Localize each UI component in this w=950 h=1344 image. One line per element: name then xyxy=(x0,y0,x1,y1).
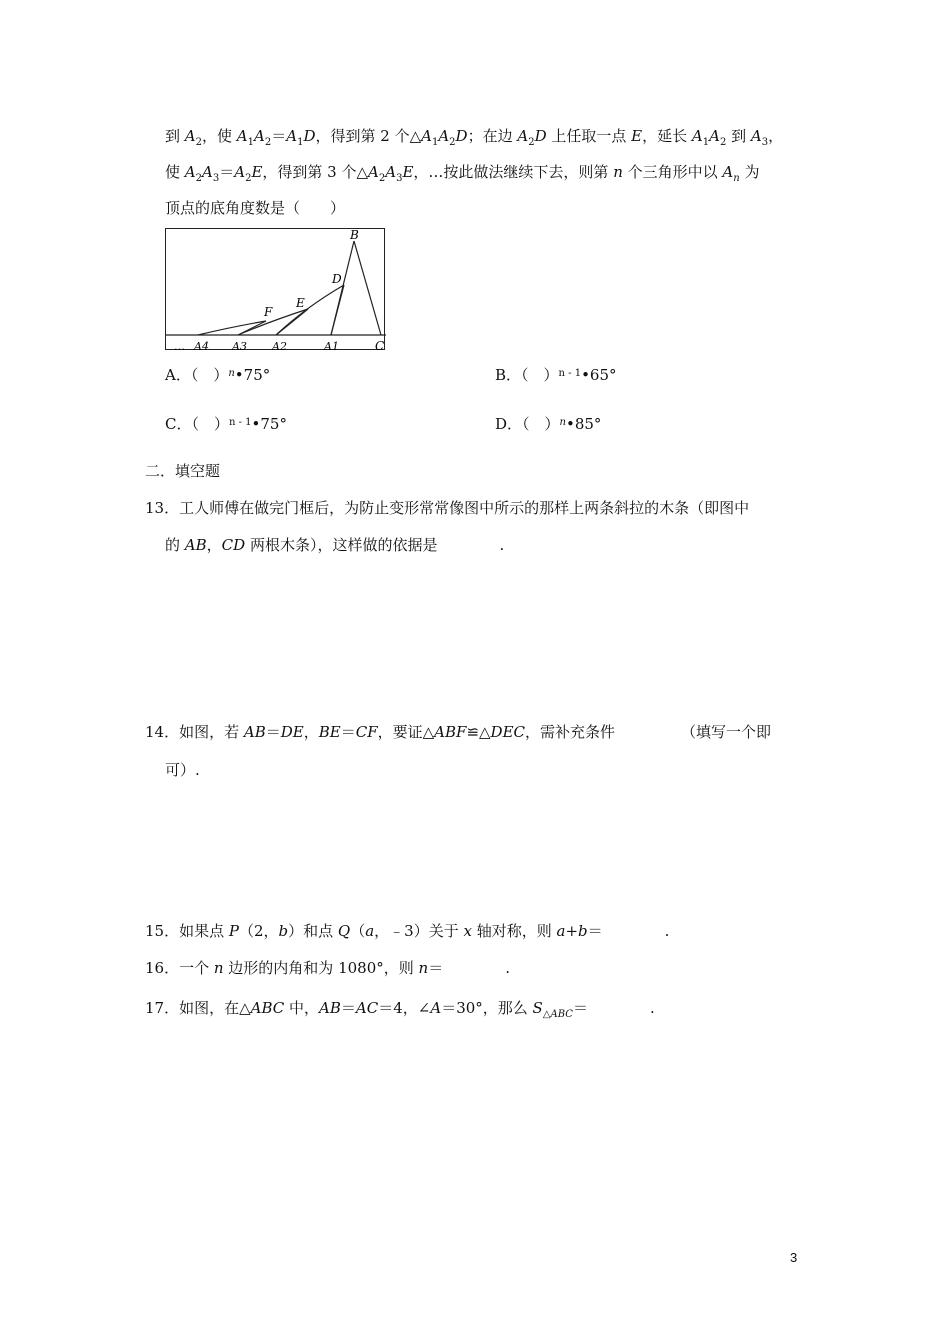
label-A1: A1 xyxy=(324,340,339,351)
label-A2: A2 xyxy=(272,340,287,351)
q12-line-3: 顶点的底角度数是（ ） xyxy=(165,199,346,217)
segment-A1D xyxy=(331,285,344,335)
q15-line: 15．如果点 P（2，b）和点 Q（a，﹣3）关于 x 轴对称，则 a+b＝ . xyxy=(145,922,670,940)
option-b: B．（ ）$^{n - 1}$•65° xyxy=(495,366,617,384)
segment-DA2 xyxy=(276,285,344,335)
option-d: D．（ ）$^n$•85° xyxy=(495,415,602,433)
label-A4: A4 xyxy=(194,340,209,351)
q14-line-2: 可）. xyxy=(165,761,200,779)
label-dots: … xyxy=(174,340,185,351)
label-B: B xyxy=(350,229,359,242)
section-title: 二．填空题 xyxy=(145,462,221,480)
q12-line-2: 使 $A_2A_3=A_2E$，得到第 3 个$\triangle A_2A_3E$，…按此做法继续下去，则第 n 个三角形中以 $A_n$ 为 xyxy=(165,163,760,184)
label-C: C xyxy=(375,339,385,351)
q13-line-2: 的 AB，CD 两根木条），这样做的依据是 . xyxy=(165,536,505,554)
q14-line-1: 14．如图，若 AB＝DE，BE＝CF，要证△ABF≌△DEC，需补充条件 （填写一个即 xyxy=(145,723,772,741)
label-D: D xyxy=(332,272,342,286)
label-F: F xyxy=(264,305,273,319)
page-number: 3 xyxy=(790,1250,798,1265)
triangle-sequence-figure xyxy=(165,228,385,350)
q13-line-1: 13．工人师傅在做完门框后，为防止变形常常像图中所示的那样上两条斜拉的木条（即图中 xyxy=(145,499,750,517)
option-a: A．（ ）$^n$•75° xyxy=(165,366,271,384)
segment-A2E xyxy=(276,309,308,335)
q12-line-1: 到 $A_2$，使 $A_1A_2=A_1D$，得到第 2 个$\triangle A_1A_2D$；在边 $A_2D$ 上任取一点 E，延长 $A_1A_2$ 到 $A_3$， xyxy=(165,127,784,148)
q17-line: 17．如图，在△ABC 中，AB＝AC＝4，∠A＝30°，那么 $S_{\triangle ABC}=$ . xyxy=(145,999,655,1020)
segment-EA3 xyxy=(238,309,308,335)
segment-BC xyxy=(354,241,381,335)
option-c: C．（ ）$^{n - 1}$•75° xyxy=(165,415,287,433)
label-A3: A3 xyxy=(232,340,247,351)
figure-svg xyxy=(166,229,386,351)
q16-line: 16．一个 n 边形的内角和为 1080°，则 n＝ . xyxy=(145,959,510,977)
label-E: E xyxy=(296,296,305,310)
